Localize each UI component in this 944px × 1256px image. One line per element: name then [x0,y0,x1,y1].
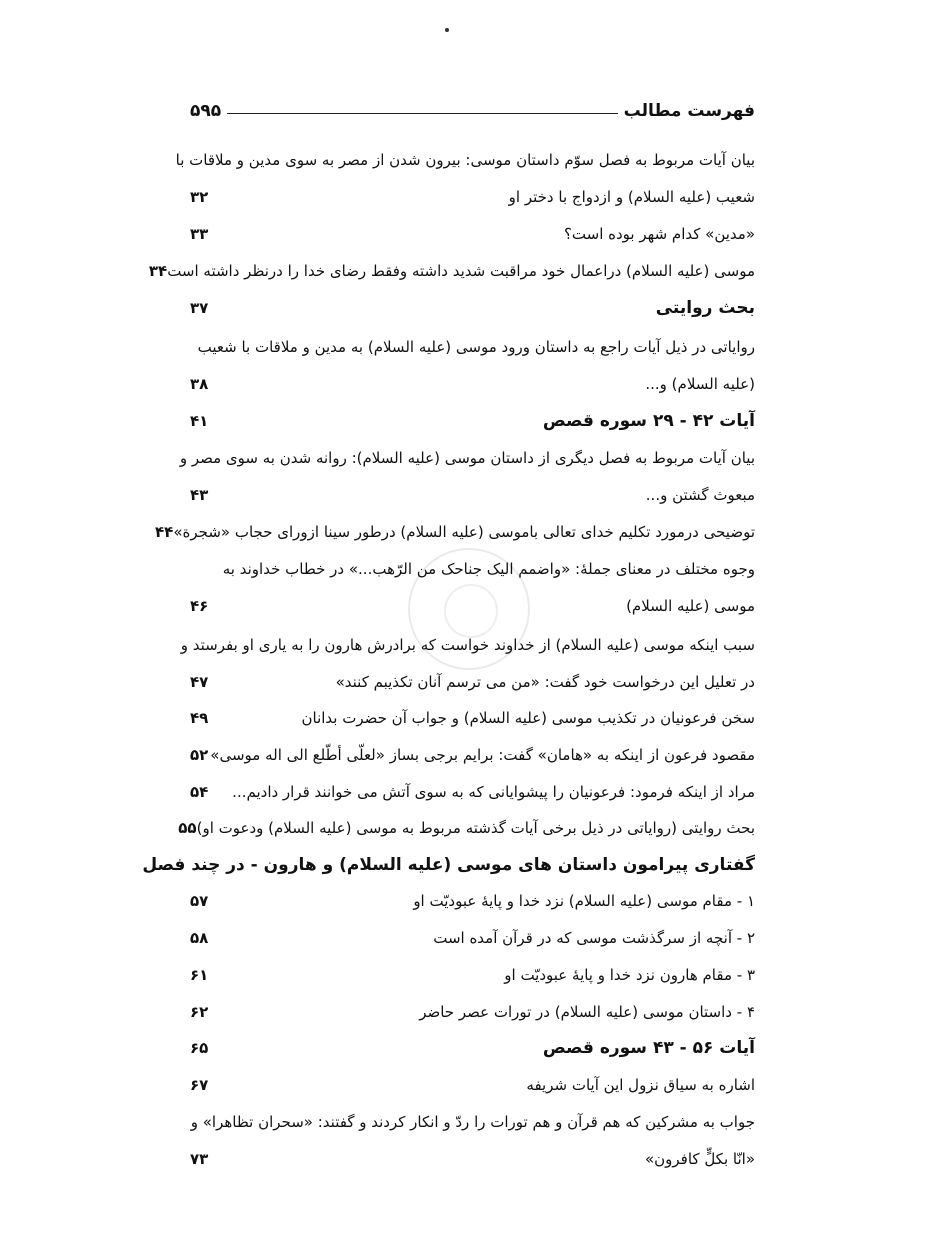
toc-entry-text: مراد از اینکه فرمود: فرعونیان را پیشوایانی که به سوی آتش می خوانند قرار دادیم... [232,783,755,801]
toc-entry [190,182,755,212]
toc-entry-page: ۴۷ [190,673,209,691]
toc-entry-text: اشاره به سیاق نزول این آیات شریفه [526,1076,755,1094]
toc-entry [190,554,755,584]
toc-entry [190,591,755,621]
toc-entry [190,332,755,362]
toc-entry-page: ۶۲ [190,1003,209,1021]
toc-entry [190,777,755,807]
toc-entry [190,480,755,510]
toc-entry-text: مبعوث گشتن و... [645,486,755,504]
toc-entry [190,703,755,733]
header-title: فهرست مطالب [623,101,755,121]
toc-entry-text: ۳ - مقام هارون نزد خدا و پایهٔ عبودیّت او [504,966,755,984]
toc-entry [190,997,755,1027]
toc-entry [190,219,755,249]
toc-entry [190,406,755,436]
toc-entry-text: جواب به مشرکین که هم قرآن و هم تورات را ردّ و انکار کردند و گفتند: «سحران تظاهرا» و [190,1113,755,1131]
toc-entry-page: ۵۸ [190,929,209,947]
toc-entry-page: ۴۴ [155,523,174,541]
toc-entry-page: ۶۱ [190,966,209,984]
toc-entry-text: ۱ - مقام موسی (علیه السلام) نزد خدا و پایهٔ عبودیّت او [413,892,755,910]
toc-entry-text: سخن فرعونیان در تکذیب موسی (علیه السلام) و جواب آن حضرت بدانان [301,709,755,727]
header-rule [227,113,617,114]
toc-entry-text: شعیب (علیه السلام) و ازدواج با دختر او [508,188,755,206]
toc-entry [142,850,755,880]
toc-entry-text: موسی (علیه السلام) [626,597,755,615]
toc-entry-text: (علیه السلام) و... [645,375,755,393]
toc-entry-text: آیات ۵۶ - ۴۳ سوره قصص [542,1038,755,1058]
toc-entry [190,1107,755,1137]
toc-entry-page: ۵۵ [178,819,197,837]
toc-entry [179,443,755,473]
toc-entry-page: ۴۶ [190,597,209,615]
toc-entry-page: ۵۴ [190,783,209,801]
toc-entry-page: ۴۹ [190,709,209,727]
toc-entry-text: ۴ - داستان موسی (علیه السلام) در تورات عصر حاضر [419,1003,755,1021]
toc-entry [190,923,755,953]
toc-entry-text: موسی (علیه السلام) دراعمال خود مراقبت شدید داشته وفقط رضای خدا را درنظر داشته است [167,262,755,280]
toc-entry-text: بیان آیات مربوط به فصل سوّم داستان موسی: بیرون شدن از مصر به سوی مدین و ملاقات با [175,151,755,169]
toc-entry [148,256,755,286]
toc-entry [180,630,755,660]
toc-entry-page: ۴۳ [190,486,209,504]
toc-entry-page: ۵۷ [190,892,209,910]
toc-entry-page: ۶۷ [190,1076,209,1094]
toc-entry [190,369,755,399]
toc-entry-text: بحث روایتی [655,298,755,318]
toc-entry-text: «انّا بکلٍّ کافرون» [644,1150,755,1168]
top-dot [445,28,449,32]
toc-entry-text: سبب اینکه موسی (علیه السلام) از خداوند خواست که برادرش هارون را به یاری او بفرستد و [180,636,755,654]
toc-entry-text: در تعلیل این درخواست خود گفت: «من می ترسم آنان تکذیبم کنند» [335,673,755,691]
header-page-number: ۵۹۵ [190,101,222,121]
toc-entry-text: وجوه مختلف در معنای جملهٔ: «واضمم الیک جناحک من الرّهب...» در خطاب خداوند به [222,560,755,578]
toc-entry [190,1033,755,1063]
toc-entry [178,813,755,843]
toc-entry-page: ۳۷ [190,299,209,317]
toc-entry [175,145,755,175]
toc-entry-page: ۳۸ [190,375,209,393]
toc-entry [155,517,755,547]
toc-entry [190,1070,755,1100]
toc-entry-page: ۶۵ [190,1039,209,1057]
toc-entry-page: ۵۲ [190,746,209,764]
toc-entry-text: «مدین» کدام شهر بوده است؟ [563,225,755,243]
toc-entry-text: بحث روایتی (روایاتی در ذیل برخی آیات گذشته مربوط به موسی (علیه السلام) ودعوت او) [196,819,755,837]
toc-entry-page: ۳۴ [148,262,168,280]
toc-entry-page: ۴۱ [190,412,209,430]
toc-entry-text: روایاتی در ذیل آیات راجع به داستان ورود موسی (علیه السلام) به مدین و ملاقات با شعیب [197,338,755,356]
toc-entry-text: مقصود فرعون از اینکه به «هامان» گفت: برایم برجی بساز «لعلّی أطّلع الی اله موسی» [210,746,755,764]
toc-entry-page: ۳۳ [190,225,209,243]
toc-entry [190,886,755,916]
toc-entry [190,293,755,323]
toc-entry [190,960,755,990]
toc-entry-text: آیات ۴۲ - ۲۹ سوره قصص [542,411,755,431]
toc-entry-page: ۷۳ [190,1150,209,1168]
toc-entry-text: بیان آیات مربوط به فصل دیگری از داستان موسی (علیه السلام): روانه شدن به سوی مصر و [179,449,755,467]
toc-entry [190,667,755,697]
toc-entry [190,1144,755,1174]
toc-entry-text: ۲ - آنچه از سرگذشت موسی که در قرآن آمده است [433,929,755,947]
toc-entry-text: گفتاری پیرامون داستان های موسی (علیه السلام) و هارون - در چند فصل [142,855,755,875]
toc-entry-page: ۳۲ [190,188,209,206]
toc-entry-text: توضیحی درمورد تکلیم خدای تعالی باموسی (علیه السلام) درطور سینا ازورای حجاب «شجرة» [173,523,755,541]
toc-entry [190,740,755,770]
page-header [190,97,755,125]
